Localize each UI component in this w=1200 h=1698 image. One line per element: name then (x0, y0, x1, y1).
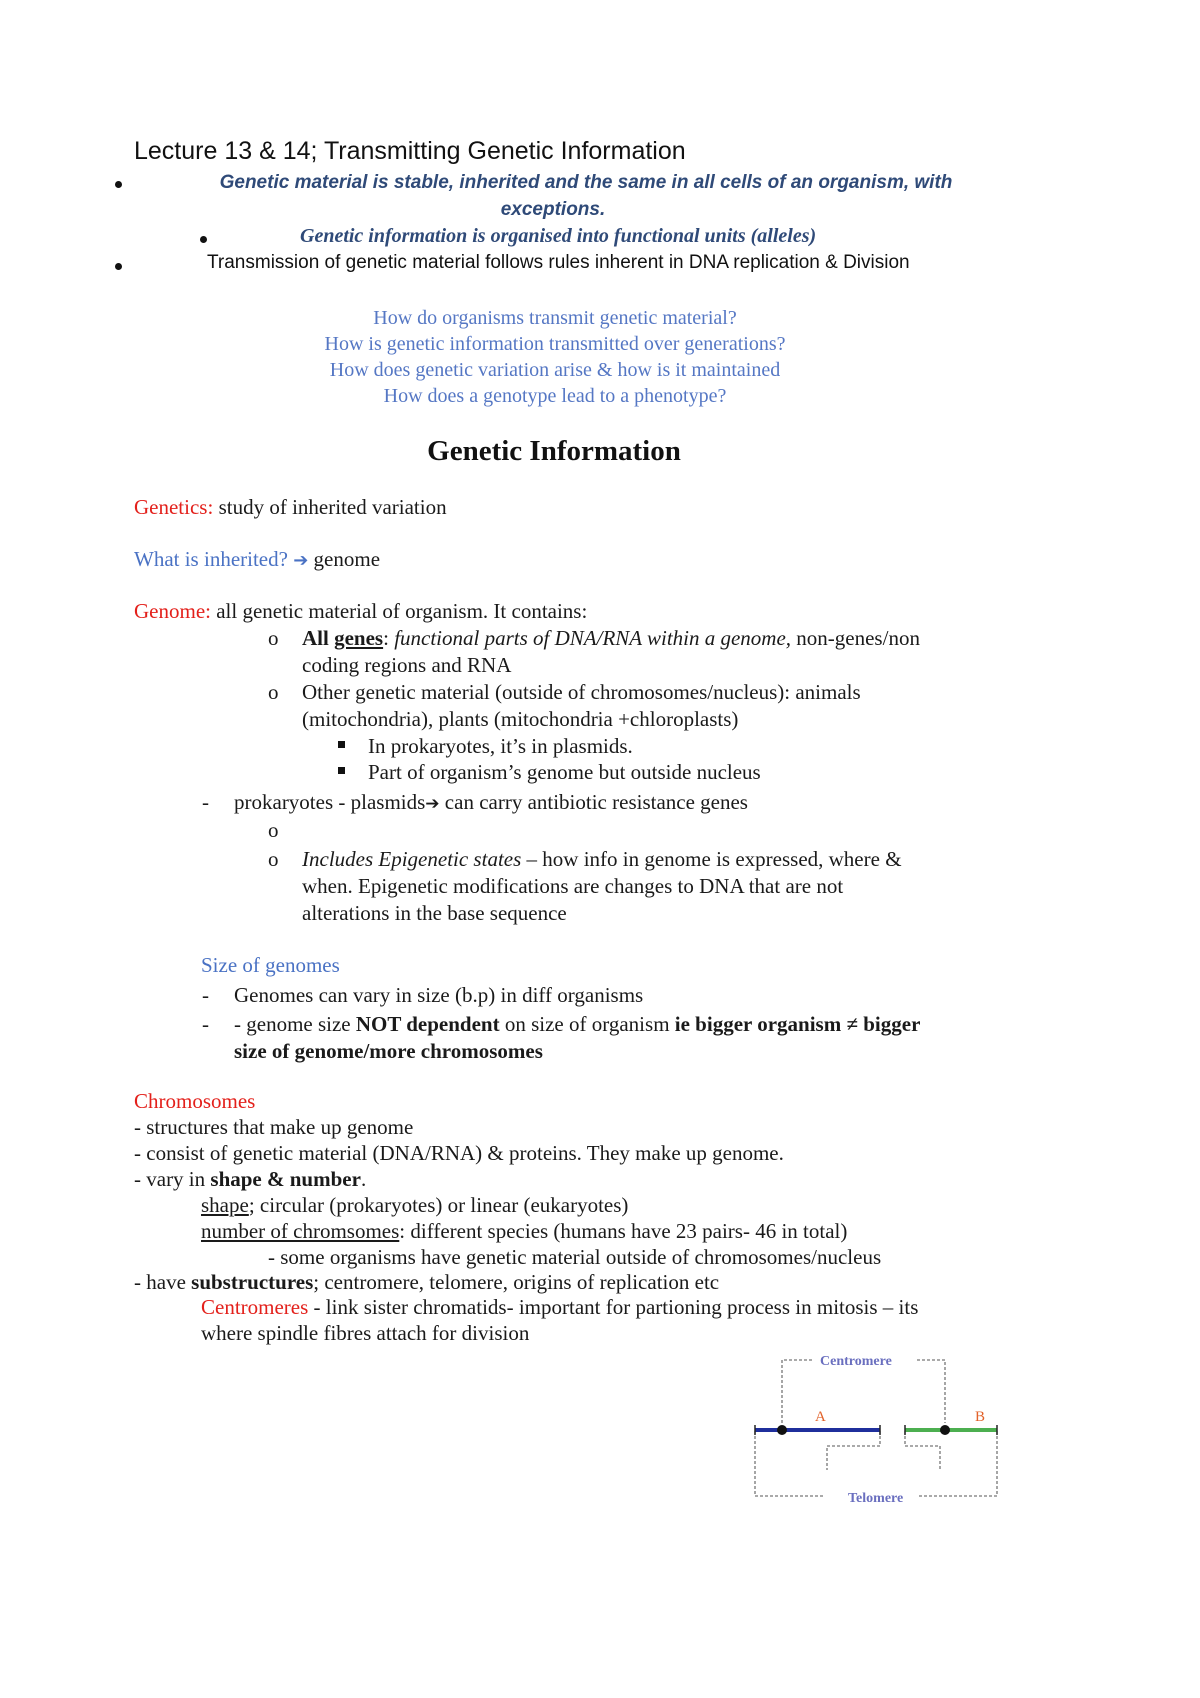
some-organisms-line: - some organisms have genetic material outside of chromosomes/nucleus (268, 1245, 882, 1269)
o-bullet-icon: o (268, 680, 279, 704)
o-bullet-icon: o (268, 626, 279, 650)
size-line-2: - genome size NOT dependent on size of organism ie bigger organism ≠ bigger (234, 1012, 921, 1036)
size-heading: Size of genomes (201, 953, 340, 977)
genetics-def: study of inherited variation (213, 495, 447, 519)
dash-marker: - (202, 983, 209, 1007)
centromeres-line: Centromeres - link sister chromatids- important for partioning process in mitosis – its (201, 1295, 919, 1319)
bullet-icon (200, 236, 207, 243)
genome-term: Genome: (134, 599, 211, 623)
chromosomes-line-3: - vary in shape & number. (134, 1167, 367, 1191)
telomere-bracket-right (917, 1431, 997, 1496)
chromosome-diagram (745, 1348, 1015, 1508)
square-bullet-icon (338, 767, 345, 774)
label-b: B (975, 1409, 986, 1425)
question-3: How does genetic variation arise & how is it maintained (329, 359, 781, 381)
telomere-bracket-left (755, 1431, 825, 1496)
telomere-label: Telomere (848, 1491, 904, 1506)
bullet-icon (115, 263, 122, 270)
centromere-label: Centromere (820, 1354, 892, 1369)
epigenetic-line2: when. Epigenetic modifications are changes to DNA that are not (302, 874, 844, 898)
o-bullet-empty: o (268, 818, 279, 842)
centromere-dot-b (940, 1425, 950, 1435)
genome-item-2-line2: (mitochondria), plants (mitochondria +chloroplasts) (302, 707, 739, 731)
genome-definition (134, 597, 587, 625)
genome-subitem-1: In prokaryotes, it’s in plasmids. (368, 734, 633, 758)
epigenetic-line3: alterations in the base sequence (302, 901, 567, 925)
left-block-step (827, 1431, 880, 1470)
inherited-answer: genome (308, 547, 381, 571)
genome-item-1-line2: coding regions and RNA (302, 653, 512, 677)
page-title: Lecture 13 & 14; Transmitting Genetic Information (134, 137, 686, 165)
number-line: number of chromsomes: different species (humans have 23 pairs- 46 in total) (201, 1219, 848, 1243)
genome-item-2: Other genetic material (outside of chromosomes/nucleus): animals (302, 680, 861, 704)
header-bullet-2: Genetic information is organised into functional units (alleles) (300, 225, 817, 247)
genome-def: all genetic material of organism. It contains: (210, 599, 588, 623)
epigenetic-line: Includes Epigenetic states – how info in genome is expressed, where & (302, 847, 902, 871)
question-1: How do organisms transmit genetic material? (373, 307, 737, 329)
genetics-term: Genetics: (134, 495, 214, 519)
genetics-definition (134, 493, 447, 521)
prokaryotes-line: prokaryotes - plasmids➔ can carry antibiotic resistance genes (234, 790, 748, 814)
header-bullet-1-line2: exceptions. (500, 199, 606, 220)
arrow-right-icon: ➔ (293, 550, 309, 571)
chromosomes-line-2: - consist of genetic material (DNA/RNA) & proteins. They make up genome. (134, 1141, 784, 1165)
question-2: How is genetic information transmitted over generations? (324, 333, 786, 355)
inherited-question: What is inherited? (134, 547, 288, 571)
chromosomes-line-1: - structures that make up genome (134, 1115, 414, 1139)
chromosomes-heading: Chromosomes (134, 1089, 256, 1113)
size-line-1: Genomes can vary in size (b.p) in diff organisms (234, 983, 644, 1007)
dash-marker: - (202, 1012, 209, 1036)
genome-item-1: All genes: functional parts of DNA/RNA within a genome, non-genes/non (302, 626, 920, 650)
centromere-bracket-left (782, 1360, 813, 1423)
genome-subitem-2: Part of organism’s genome but outside nucleus (368, 760, 761, 784)
centromere-bracket-right (917, 1360, 945, 1423)
header-bullet-3: Transmission of genetic material follows rules inherent in DNA replication & Division (207, 252, 910, 273)
section-title: Genetic Information (427, 435, 681, 467)
centromere-dot-a (777, 1425, 787, 1435)
substructures-line: - have substructures; centromere, telomere, origins of replication etc (134, 1270, 720, 1294)
question-4: How does a genotype lead to a phenotype? (383, 385, 727, 407)
centromeres-line2: where spindle fibres attach for division (201, 1321, 530, 1345)
arrow-right-icon: ➔ (425, 794, 440, 814)
inherited-line (134, 545, 380, 575)
square-bullet-icon (338, 741, 345, 748)
dash-marker: - (202, 790, 209, 814)
shape-line: shape; circular (prokaryotes) or linear (eukaryotes) (201, 1193, 629, 1217)
size-line-3: size of genome/more chromosomes (234, 1039, 543, 1063)
right-block-step (905, 1431, 940, 1470)
header-bullet-1-line1: Genetic material is stable, inherited and the same in all cells of an organism, with (219, 172, 953, 193)
o-bullet-icon: o (268, 847, 279, 871)
label-a: A (815, 1409, 826, 1425)
